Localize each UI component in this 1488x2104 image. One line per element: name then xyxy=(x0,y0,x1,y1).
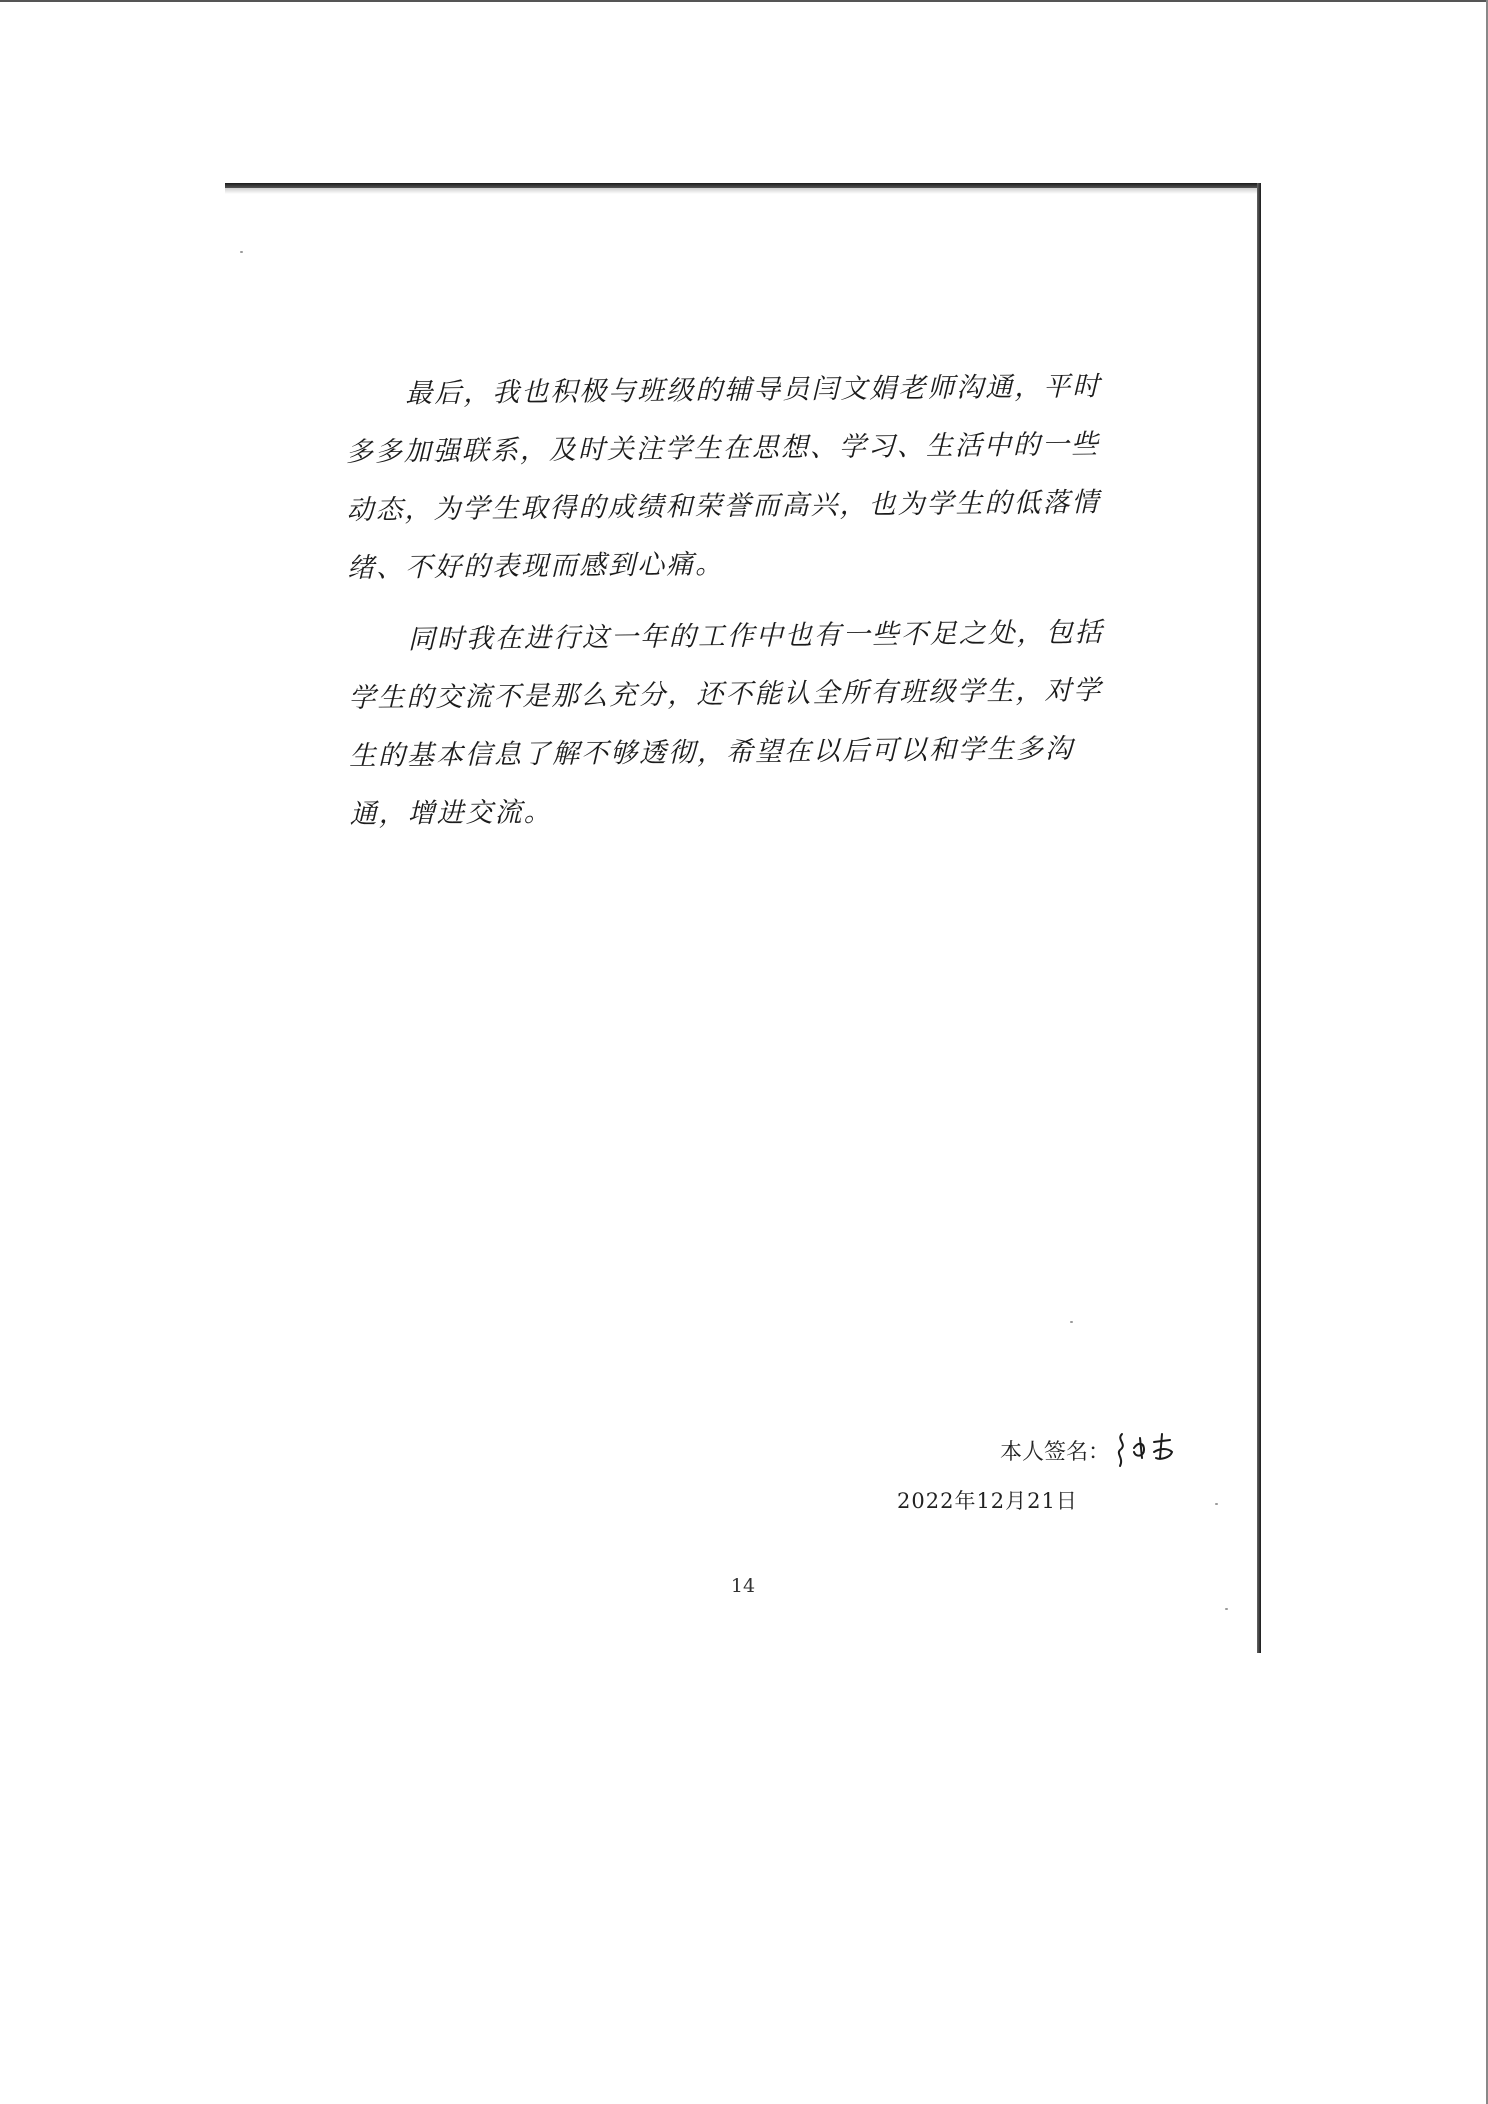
scan-top-border xyxy=(0,0,1488,2)
signature-row xyxy=(1000,1428,1184,1472)
document-page xyxy=(225,183,1261,1653)
page-right-edge xyxy=(1257,183,1261,1653)
scan-speck xyxy=(1215,1503,1218,1505)
signature-label: 本人签名： xyxy=(1000,1439,1111,1465)
date-line: 2022年12月21日 xyxy=(897,1489,1078,1513)
scan-speck xyxy=(1070,1321,1073,1323)
handwritten-signature xyxy=(1114,1428,1184,1472)
scan-speck xyxy=(240,251,243,253)
handwritten-body xyxy=(345,358,1130,858)
page-number: 14 xyxy=(730,1575,756,1597)
paragraph-1: 最后，我也积极与班级的辅导员闫文娟老师沟通，平时多多加强联系，及时关注学生在思想、学习、生活中的一些动态，为学生取得的成绩和荣誉而高兴，也为学生的低落情绪、不好的表现而感到心痛。 xyxy=(345,371,1102,584)
paragraph-2: 同时我在进行这一年的工作中也有一些不足之处，包括学生的交流不是那么充分，还不能认全所有班级学生，对学生的基本信息了解不够透彻，希望在以后可以和学生多沟通，增进交流。 xyxy=(348,617,1104,830)
page-top-shadow xyxy=(225,188,1261,194)
scan-speck xyxy=(1225,1608,1228,1610)
